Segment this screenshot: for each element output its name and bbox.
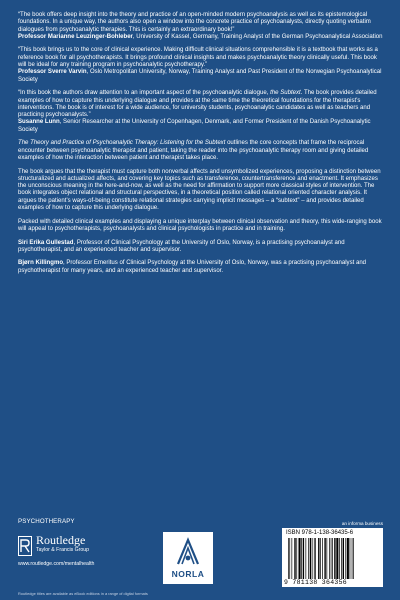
barcode-bar [353,538,354,579]
endorsement-3-author: Susanne Lunn [18,119,60,126]
subject-category: PSYCHOTHERAPY [18,518,75,525]
barcode-bar [322,538,323,579]
publisher-website[interactable]: www.routledge.com/mentalhealth [18,561,95,567]
endorsement-2-author: Professor Sverre Varvin [18,69,87,76]
author-2-name: Bjørn Killingmo [18,260,64,267]
barcode-area [282,521,383,587]
barcode-bar [332,538,333,579]
barcode-bar [350,538,351,579]
publisher-logo [18,534,168,584]
norla-logo [163,532,213,584]
barcode-bar [314,538,315,579]
endorsement-1 [18,12,384,41]
barcode-bar [324,538,325,579]
description-paragraph-3-text: Packed with detailed clinical examples and displaying a unique interplay between clinical observation and theory, this wide-ranging book will appeal to psychotherapists, psychoanalysts and clinical psychologists in practice and in training. [18,218,382,232]
barcode-bar [343,538,344,579]
endorsement-1-author: Professor Marianne Leuzinger-Bohleber [18,33,133,40]
norla-label: NORLA [171,569,205,579]
author-bio-1 [18,240,384,255]
publisher-name: Routledge [36,533,86,547]
book-title: The Theory and Practice of Psychoanalytic Therapy: Listening for the Subtext [18,140,226,147]
description-intro [18,140,384,162]
barcode-bar [341,538,342,579]
endorsement-3-affiliation: , Senior Researcher at the University of Copenhagen, Denmark, and Former President of the Danish Psychoanalytic Society [18,119,371,133]
barcode-bar [292,538,293,579]
barcode-bar [306,538,307,579]
description-intro-text: outlines the core concepts that frame the reciprocal encounter between psychoanalytic therapist and patient, taking the reader into the psychoanalytic therapy room and giving detailed examples of how the interaction between patient and therapist takes place. [18,140,369,161]
barcode-bar [310,538,311,579]
endorsement-3-text-before: “In this book the authors draw attention to an important aspect of the psychoanalytic dialogue, [18,90,271,97]
barcode-bar [339,538,340,579]
description-paragraph-3 [18,219,384,234]
author-2-bio: , Professor Emeritus of Clinical Psychology at the University of Oslo, Norway, was a practising psychoanalyst and psychotherapist for many years, and an experienced teacher and supervisor. [18,260,367,274]
endorsement-2 [18,47,384,83]
barcode-bar [303,538,304,579]
endorsement-2-text: “This book brings us to the core of clinical experience. Making difficult clinical situations comprehensible it is a textbook that works as a reference book for all psychotherapists. It brings profound clinical insights and makes psychoanalytic theory clinically useful. This book will be ideal for any training program in psychoanalytic psychotherapy.” [18,47,378,69]
isbn-text: ISBN 978-1-138-36435-6 [286,530,354,536]
back-cover-text [18,12,384,281]
endorsement-1-text: “The book offers deep insight into the theory and practice of an open-minded modern psychoanalysis as well as its epistemological foundations. In a unique way, the authors also open a window into the concrete practice of psychoanalysts, directly quoting verbatim dialogues from psychoanalytic therapies. This is certainly an extraordinary book!” [18,12,371,33]
barcode-bar [318,538,319,579]
norla-mark-icon [173,537,203,567]
barcode-bar [301,538,302,579]
barcode-bar [288,538,289,579]
author-1-bio: , Professor of Clinical Psychology at the University of Oslo, Norway, is a practising psychoanalyst and psychotherapist, and an experienced teacher and supervisor. [18,239,345,253]
publisher-group: Taylor & Francis Group [36,547,90,553]
barcode-bar [334,538,335,579]
barcode-bar [345,538,346,579]
barcode-bar [315,538,316,579]
barcode-bar [312,538,313,579]
barcode-bar [327,538,328,579]
barcode-box [282,528,383,587]
endorsement-2-affiliation: , Oslo Metropolitan University, Norway, Training Analyst and Past President of the Norwegian Psychoanalytical Society [18,69,382,83]
barcode-bar [352,538,353,579]
ebook-note: Routledge titles are available as eBook editions in a range of digital formats [18,591,148,596]
barcode-bar [331,538,332,579]
barcode-bar [347,538,349,579]
description-paragraph-2-text: The book argues that the therapist must capture both nonverbal affects and unsymbolized experiences, proposing a distinction between structuralized and actualized affects, and covering key topics such as transference, countertransference and enactment. It emphasizes the unconscious meaning in the here-and-now, as well as the need for affirmation to support more classical styles of intervention. The book integrates object relational and structural perspectives, in a theoretical position called relational oriented character analysis. It argues the patient’s ways-of-being constitute relational strategies carrying implicit messages – a “subtext” – and provides detailed examples of how to capture this underlying dialogue. [18,168,381,212]
author-1-name: Siri Erika Gullestad [18,239,74,246]
routledge-logo-icon [18,536,32,556]
barcode-bar [336,538,338,579]
endorsement-1-affiliation: , University of Kassel, Germany, Training Analyst of the German Psychoanalytical Association [132,33,383,40]
barcode-bar [299,538,301,579]
barcode-icon [286,538,379,579]
barcode-bar [289,538,290,579]
endorsement-3-text-after: . The book provides detailed examples of how to capture this underlying dialogue and provides at the same time the theoretical foundations for the therapist’s interventions. The book is of interest for a wide audience, for university students, psychoanalytic candidates as well as teachers and practicing psychoanalysts.” [18,90,377,119]
endorsement-3 [18,90,384,134]
informa-label: an informa business [341,521,383,526]
barcode-bar [294,538,295,579]
ean-digits: 9 781138 364356 [284,579,348,586]
author-bio-2 [18,260,384,275]
barcode-bar [296,538,297,579]
endorsement-3-text-italic: the Subtext [270,90,301,97]
description-paragraph-2 [18,169,384,213]
barcode-bar [329,538,330,579]
barcode-bar [320,538,321,579]
barcode-bar [308,538,309,579]
